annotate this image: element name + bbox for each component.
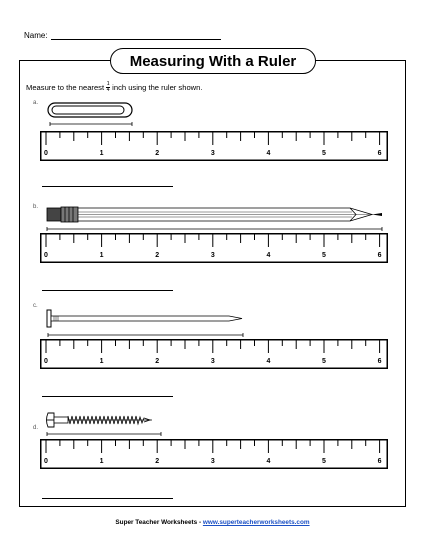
ruler-number: 4	[266, 150, 271, 157]
ruler-number: 4	[266, 358, 271, 365]
problem-label-b: b.	[33, 204, 39, 210]
ruler-number: 5	[322, 358, 326, 365]
fraction-numerator: 1	[106, 81, 110, 87]
footer-url-link[interactable]: www.superteacherworksheets.com	[202, 519, 310, 526]
pencil-icon	[44, 205, 388, 235]
ruler-number: 6	[377, 150, 382, 157]
nail-icon	[44, 308, 254, 340]
ruler-number: 1	[99, 358, 104, 365]
ruler-number: 2	[155, 358, 160, 365]
ruler-number: 4	[266, 252, 271, 259]
ruler-number: 2	[155, 252, 160, 259]
problem-label-c: c.	[33, 303, 38, 309]
ruler-number: 0	[44, 358, 48, 365]
footer	[0, 519, 425, 526]
ruler-number: 1	[99, 150, 104, 157]
ruler-number: 3	[210, 358, 215, 365]
instructions-after: inch using the ruler shown.	[112, 83, 203, 92]
ruler-number: 5	[322, 150, 326, 157]
ruler-number: 6	[377, 458, 382, 465]
ruler	[40, 439, 388, 469]
ruler-number: 4	[266, 458, 271, 465]
ruler-number: 3	[210, 458, 215, 465]
ruler-number: 2	[155, 458, 160, 465]
fraction-denominator: 4	[106, 87, 110, 93]
answer-line-d[interactable]	[42, 498, 173, 499]
ruler-number: 0	[44, 252, 48, 259]
page-title: Measuring With a Ruler	[110, 48, 316, 74]
fraction	[106, 82, 110, 93]
ruler-number: 6	[377, 358, 382, 365]
ruler-number: 3	[210, 150, 215, 157]
instructions-before: Measure to the nearest	[26, 83, 105, 92]
problem-label-a: a.	[33, 100, 39, 106]
instructions	[26, 82, 203, 93]
ruler	[40, 339, 388, 369]
ruler-number: 5	[322, 458, 326, 465]
problem-label-d: d.	[33, 425, 39, 431]
answer-line-c[interactable]	[42, 396, 173, 397]
ruler-number: 5	[322, 252, 326, 259]
ruler-number: 0	[44, 458, 48, 465]
ruler-number: 1	[99, 458, 104, 465]
ruler	[40, 233, 388, 263]
answer-line-b[interactable]	[42, 290, 173, 291]
name-label: Name:	[24, 31, 48, 40]
screw-icon	[44, 410, 168, 438]
ruler-number: 3	[210, 252, 215, 259]
ruler-number: 2	[155, 150, 160, 157]
ruler-number: 1	[99, 252, 104, 259]
footer-brand: Super Teacher Worksheets	[115, 519, 198, 526]
name-field-line[interactable]	[51, 31, 221, 40]
ruler-number: 0	[44, 150, 48, 157]
footer-separator: -	[197, 519, 203, 526]
ruler-number: 6	[377, 252, 382, 259]
name-row	[24, 31, 221, 40]
paperclip-icon	[44, 101, 136, 131]
ruler	[40, 131, 388, 161]
answer-line-a[interactable]	[42, 186, 173, 187]
